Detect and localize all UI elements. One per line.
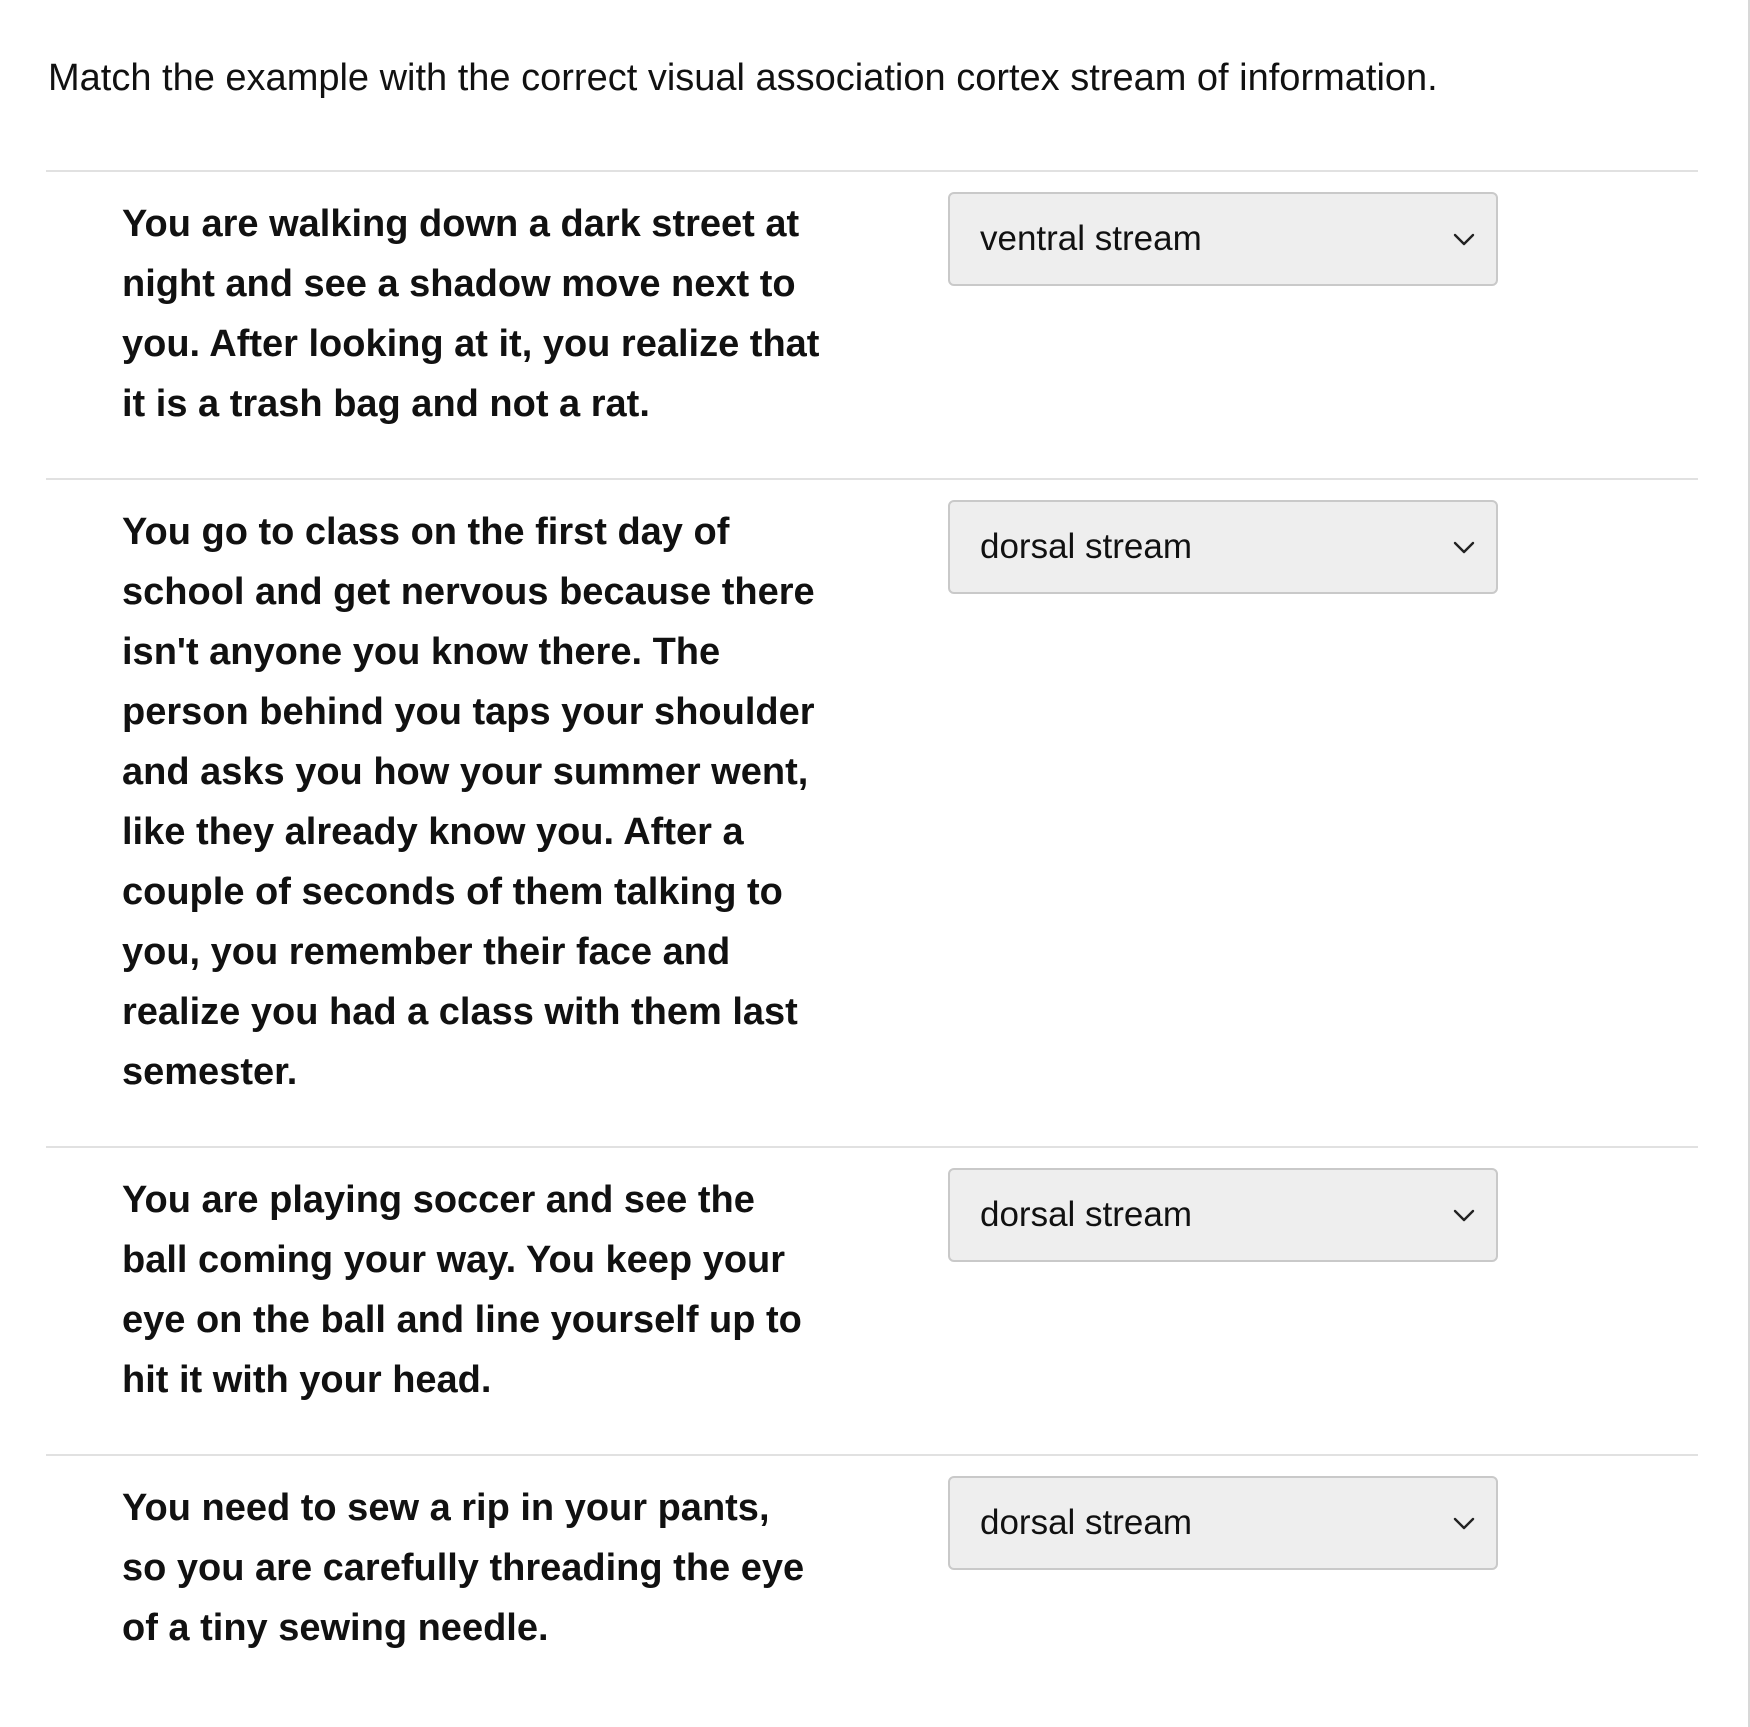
match-prompt-4: You need to sew a rip in your pants, so you are carefully threading the eye of a tiny sewing needle. [122, 1487, 805, 1649]
chevron-down-icon [1452, 227, 1476, 251]
match-select-3[interactable] [948, 1168, 1498, 1262]
match-row-2 [46, 478, 1698, 1146]
match-row-3 [46, 1146, 1698, 1454]
match-prompt-2: You go to class on the first day of school and get nervous because there isn't anyone you know there. The person behind you taps your shoulder and asks you how your summer went, like they already know you. After a couple of seconds of them talking to you, you remember their face and realize you had a class with them last semester. [122, 511, 815, 1093]
matching-answers [46, 170, 1698, 1714]
match-select-4[interactable] [948, 1476, 1498, 1570]
match-row-1 [46, 170, 1698, 478]
match-row-4 [46, 1454, 1698, 1714]
chevron-down-icon [1452, 1203, 1476, 1227]
match-select-value-4: dorsal stream [980, 1503, 1193, 1542]
match-select-2[interactable] [948, 500, 1498, 594]
chevron-down-icon [1452, 1511, 1476, 1535]
match-prompt-1: You are walking down a dark street at night and see a shadow move next to you. After looking at it, you realize that it is a trash bag and not a rat. [122, 203, 820, 425]
chevron-down-icon [1452, 535, 1476, 559]
match-select-value-1: ventral stream [980, 219, 1202, 258]
question-prompt: Match the example with the correct visual association cortex stream of information. [48, 57, 1438, 99]
match-select-value-2: dorsal stream [980, 527, 1193, 566]
match-select-1[interactable] [948, 192, 1498, 286]
match-select-value-3: dorsal stream [980, 1195, 1193, 1234]
match-prompt-3: You are playing soccer and see the ball coming your way. You keep your eye on the ball and line yourself up to hit it with your head. [122, 1179, 802, 1401]
